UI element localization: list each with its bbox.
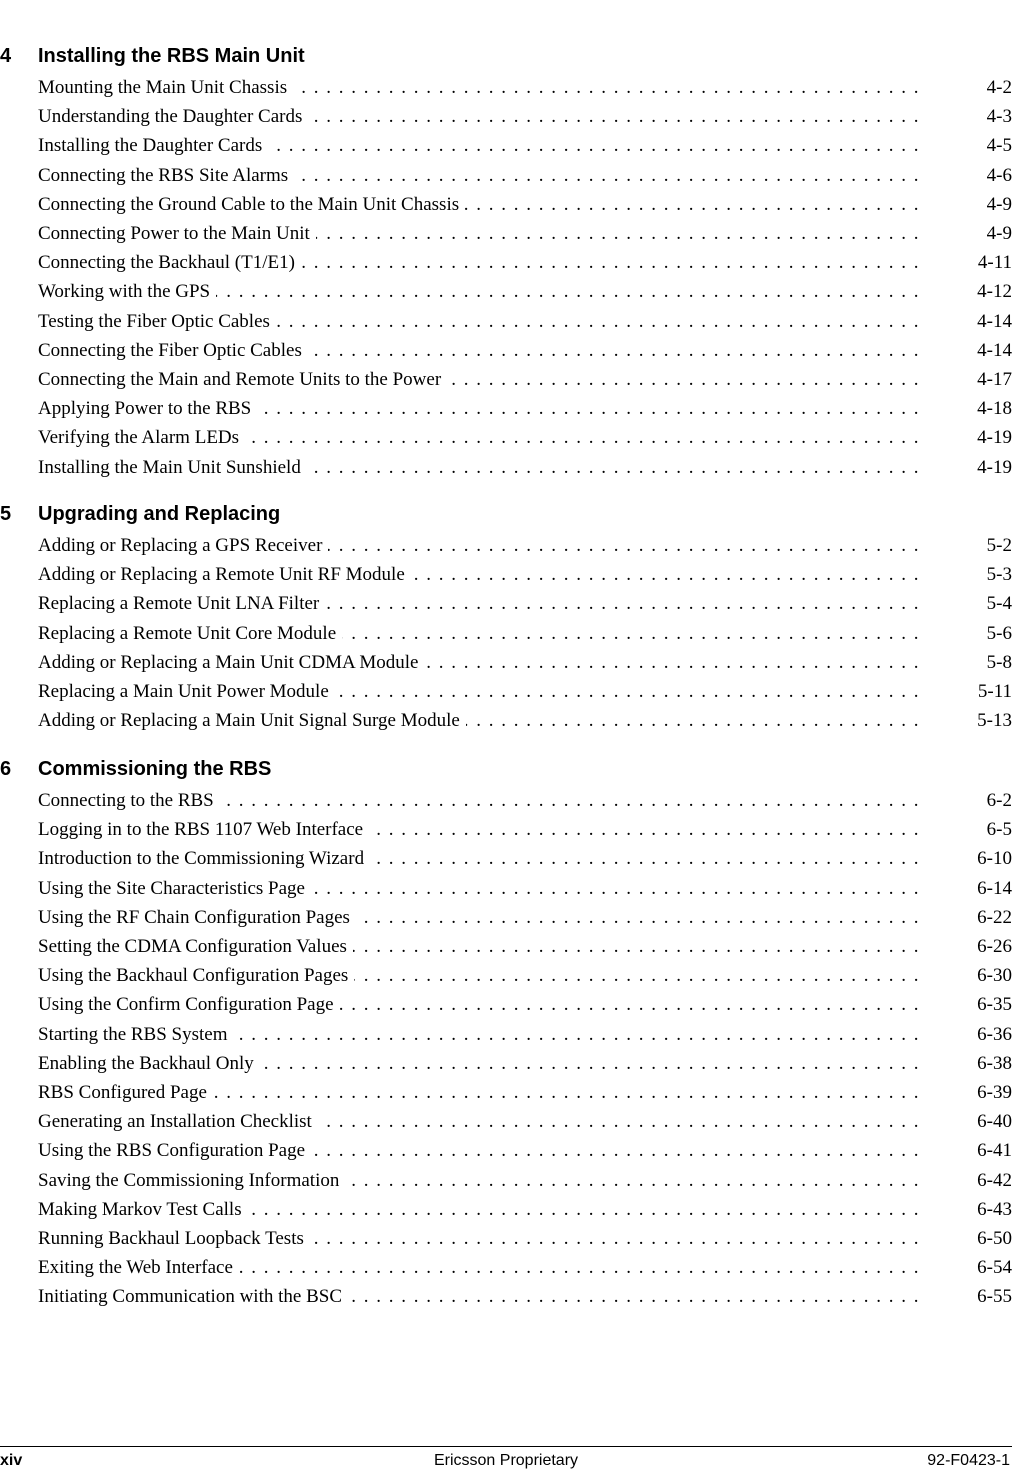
footer-document-number: 92-F0423-1 xyxy=(927,1452,1010,1469)
toc-entry-page: 6-55 xyxy=(977,1286,1012,1308)
dot-leader xyxy=(220,786,920,815)
toc-entry-title: Adding or Replacing a Remote Unit RF Module xyxy=(38,564,405,586)
toc-entry-page: 5-3 xyxy=(986,564,1012,586)
toc-entry-title: Generating an Installation Checklist xyxy=(38,1111,312,1133)
toc-entry-title: Making Markov Test Calls xyxy=(38,1198,242,1220)
toc-entry-title: Applying Power to the RBS xyxy=(38,398,252,420)
toc-entry-page: 6-35 xyxy=(977,994,1012,1016)
toc-entry-page: 4-9 xyxy=(986,223,1012,245)
toc-entry-list xyxy=(38,73,1012,482)
toc-entry-title: Adding or Replacing a Main Unit CDMA Module xyxy=(38,651,419,673)
dot-leader xyxy=(307,453,920,482)
toc-entry-page: 4-9 xyxy=(986,193,1012,215)
toc-entry[interactable] xyxy=(38,1165,1012,1194)
toc-entry-title: Connecting Power to the Main Unit xyxy=(38,223,310,245)
toc-entry[interactable] xyxy=(38,336,1012,365)
dot-leader xyxy=(353,932,920,961)
toc-entry[interactable] xyxy=(38,248,1012,277)
toc-entry-title: Connecting the Backhaul (T1/E1) xyxy=(38,252,295,274)
dot-leader xyxy=(466,706,920,735)
toc-entry-title: Installing the Daughter Cards xyxy=(38,135,263,157)
toc-entry-page: 6-50 xyxy=(977,1227,1012,1249)
footer-divider xyxy=(0,1446,1012,1447)
toc-entry-page: 5-2 xyxy=(986,535,1012,557)
dot-leader xyxy=(216,277,920,306)
dot-leader xyxy=(340,990,920,1019)
toc-entry[interactable] xyxy=(38,648,1012,677)
toc-entry-page: 5-11 xyxy=(977,681,1012,703)
chapter-number: 4 xyxy=(0,45,12,67)
toc-entry[interactable] xyxy=(38,73,1012,102)
dot-leader xyxy=(335,677,920,706)
toc-entry-page: 6-5 xyxy=(986,819,1012,841)
toc-entry[interactable] xyxy=(38,903,1012,932)
toc-entry[interactable] xyxy=(38,365,1012,394)
toc-entry-page: 6-10 xyxy=(977,848,1012,870)
toc-entry-title: Understanding the Daughter Cards xyxy=(38,106,303,128)
toc-entry[interactable] xyxy=(38,589,1012,618)
dot-leader xyxy=(325,589,920,618)
toc-entry-page: 6-54 xyxy=(977,1257,1012,1279)
dot-leader xyxy=(447,365,920,394)
toc-entry-page: 6-40 xyxy=(977,1111,1012,1133)
toc-entry[interactable] xyxy=(38,990,1012,1019)
toc-entry[interactable] xyxy=(38,1195,1012,1224)
toc-entry[interactable] xyxy=(38,1078,1012,1107)
dot-leader xyxy=(318,1107,920,1136)
dot-leader xyxy=(354,961,920,990)
dot-leader xyxy=(294,161,920,190)
toc-entry-list xyxy=(38,531,1012,735)
toc-entry-page: 6-30 xyxy=(977,965,1012,987)
toc-entry[interactable] xyxy=(38,307,1012,336)
toc-entry[interactable] xyxy=(38,844,1012,873)
toc-entry-title: Testing the Fiber Optic Cables xyxy=(38,310,270,332)
toc-entry-title: RBS Configured Page xyxy=(38,1081,207,1103)
toc-entry[interactable] xyxy=(38,619,1012,648)
toc-entry-page: 4-14 xyxy=(977,310,1012,332)
toc-entry-page: 6-41 xyxy=(977,1140,1012,1162)
dot-leader xyxy=(245,423,920,452)
toc-entry-page: 4-12 xyxy=(977,281,1012,303)
toc-entry-title: Using the RBS Configuration Page xyxy=(38,1140,306,1162)
chapter-title: Installing the RBS Main Unit xyxy=(38,45,305,67)
toc-entry-title: Using the Backhaul Configuration Pages xyxy=(38,965,349,987)
dot-leader xyxy=(260,1049,920,1078)
dot-leader xyxy=(257,394,920,423)
toc-entry-page: 4-5 xyxy=(986,135,1012,157)
toc-entry-title: Mounting the Main Unit Chassis xyxy=(38,77,288,99)
toc-entry[interactable] xyxy=(38,1020,1012,1049)
toc-entry-title: Adding or Replacing a GPS Receiver xyxy=(38,535,323,557)
toc-entry[interactable] xyxy=(38,560,1012,589)
toc-entry-page: 5-13 xyxy=(977,710,1012,732)
dot-leader xyxy=(293,73,920,102)
dot-leader xyxy=(248,1195,920,1224)
toc-entry[interactable] xyxy=(38,677,1012,706)
dot-leader xyxy=(301,248,920,277)
chapter-heading xyxy=(0,42,305,70)
dot-leader xyxy=(425,648,921,677)
toc-entry-page: 6-22 xyxy=(977,906,1012,928)
page-footer xyxy=(0,1450,1012,1472)
toc-entry-page: 6-36 xyxy=(977,1023,1012,1045)
toc-entry-page: 5-4 xyxy=(986,593,1012,615)
toc-entry-title: Using the Confirm Configuration Page xyxy=(38,994,334,1016)
toc-entry-title: Initiating Communication with the BSC xyxy=(38,1286,342,1308)
toc-entry[interactable] xyxy=(38,1224,1012,1253)
toc-entry-title: Connecting the Fiber Optic Cables xyxy=(38,339,302,361)
toc-entry-title: Enabling the Backhaul Only xyxy=(38,1052,254,1074)
toc-entry-title: Exiting the Web Interface xyxy=(38,1257,233,1279)
dot-leader xyxy=(345,1166,920,1195)
toc-entry-title: Connecting the Ground Cable to the Main Unit Chassis xyxy=(38,193,460,215)
toc-entry-page: 6-26 xyxy=(977,936,1012,958)
toc-entry[interactable] xyxy=(38,706,1012,735)
dot-leader xyxy=(239,1253,920,1282)
toc-entry-title: Starting the RBS System xyxy=(38,1023,228,1045)
toc-entry-title: Adding or Replacing a Main Unit Signal Surge Module xyxy=(38,710,460,732)
toc-entry-page: 5-6 xyxy=(986,622,1012,644)
toc-entry-page: 4-18 xyxy=(977,398,1012,420)
chapter-title: Upgrading and Replacing xyxy=(38,503,281,525)
toc-entry-page: 6-14 xyxy=(977,877,1012,899)
dot-leader xyxy=(311,874,920,903)
footer-proprietary-notice: Ericsson Proprietary xyxy=(433,1452,579,1469)
toc-entry-title: Setting the CDMA Configuration Values xyxy=(38,936,347,958)
chapter-heading xyxy=(0,755,271,783)
toc-entry[interactable] xyxy=(38,131,1012,160)
toc-entry[interactable] xyxy=(38,1136,1012,1165)
toc-entry-title: Introduction to the Commissioning Wizard xyxy=(38,848,365,870)
dot-leader xyxy=(276,307,920,336)
toc-entry-title: Logging in to the RBS 1107 Web Interface xyxy=(38,819,364,841)
toc-entry[interactable] xyxy=(38,874,1012,903)
toc-entry[interactable] xyxy=(38,161,1012,190)
toc-entry[interactable] xyxy=(38,531,1012,560)
toc-entry-page: 4-6 xyxy=(986,164,1012,186)
dot-leader xyxy=(411,560,920,589)
dot-leader xyxy=(268,131,920,160)
dot-leader xyxy=(234,1020,921,1049)
dot-leader xyxy=(465,190,920,219)
chapter-heading xyxy=(0,500,280,528)
toc-entry-page: 4-14 xyxy=(977,339,1012,361)
toc-entry[interactable] xyxy=(38,423,1012,452)
toc-entry-title: Saving the Commissioning Information xyxy=(38,1169,340,1191)
toc-entry-title: Replacing a Main Unit Power Module xyxy=(38,681,329,703)
dot-leader xyxy=(348,1282,920,1311)
toc-entry-title: Installing the Main Unit Sunshield xyxy=(38,456,301,478)
toc-entry[interactable] xyxy=(38,932,1012,961)
toc-entry-title: Working with the GPS xyxy=(38,281,211,303)
toc-entry-title: Using the RF Chain Configuration Pages xyxy=(38,906,350,928)
toc-entry-page: 4-17 xyxy=(977,368,1012,390)
dot-leader xyxy=(370,844,920,873)
toc-entry-page: 4-19 xyxy=(977,427,1012,449)
toc-entry[interactable] xyxy=(38,1107,1012,1136)
toc-entry[interactable] xyxy=(38,1049,1012,1078)
dot-leader xyxy=(328,531,920,560)
toc-entry-title: Verifying the Alarm LEDs xyxy=(38,427,240,449)
toc-entry-title: Using the Site Characteristics Page xyxy=(38,877,305,899)
toc-entry[interactable] xyxy=(38,102,1012,131)
toc-entry[interactable] xyxy=(38,815,1012,844)
dot-leader xyxy=(342,619,920,648)
toc-entry-page: 6-38 xyxy=(977,1052,1012,1074)
toc-entry-title: Connecting the Main and Remote Units to the Power xyxy=(38,368,442,390)
dot-leader xyxy=(356,903,920,932)
toc-entry-page: 6-39 xyxy=(977,1081,1012,1103)
toc-entry-page: 5-8 xyxy=(986,651,1012,673)
toc-entry-title: Replacing a Remote Unit LNA Filter xyxy=(38,593,320,615)
dot-leader xyxy=(316,219,920,248)
toc-entry[interactable] xyxy=(38,452,1012,481)
toc-entry-page: 4-3 xyxy=(986,106,1012,128)
toc-entry[interactable] xyxy=(38,190,1012,219)
chapter-number: 5 xyxy=(0,503,12,525)
toc-entry[interactable] xyxy=(38,277,1012,306)
toc-entry-page: 4-11 xyxy=(977,252,1012,274)
toc-entry-title: Connecting the RBS Site Alarms xyxy=(38,164,289,186)
toc-entry[interactable] xyxy=(38,786,1012,815)
toc-entry-page: 4-2 xyxy=(986,77,1012,99)
toc-entry-page: 4-19 xyxy=(977,456,1012,478)
toc-entry-title: Running Backhaul Loopback Tests xyxy=(38,1227,304,1249)
toc-entry[interactable] xyxy=(38,1282,1012,1311)
dot-leader xyxy=(310,1224,920,1253)
toc-entry-page: 6-2 xyxy=(986,790,1012,812)
toc-entry[interactable] xyxy=(38,961,1012,990)
toc-entry-page: 6-42 xyxy=(977,1169,1012,1191)
toc-entry-title: Connecting to the RBS xyxy=(38,790,214,812)
toc-entry[interactable] xyxy=(38,219,1012,248)
toc-entry[interactable] xyxy=(38,1253,1012,1282)
toc-entry-list xyxy=(38,786,1012,1311)
toc-entry-page: 6-43 xyxy=(977,1198,1012,1220)
dot-leader xyxy=(308,102,920,131)
dot-leader xyxy=(308,336,920,365)
toc-entry-title: Replacing a Remote Unit Core Module xyxy=(38,622,337,644)
footer-page-number: xiv xyxy=(0,1452,23,1469)
dot-leader xyxy=(213,1078,920,1107)
toc-entry[interactable] xyxy=(38,394,1012,423)
chapter-title: Commissioning the RBS xyxy=(38,758,272,780)
chapter-number: 6 xyxy=(0,758,12,780)
dot-leader xyxy=(369,815,920,844)
dot-leader xyxy=(311,1136,920,1165)
